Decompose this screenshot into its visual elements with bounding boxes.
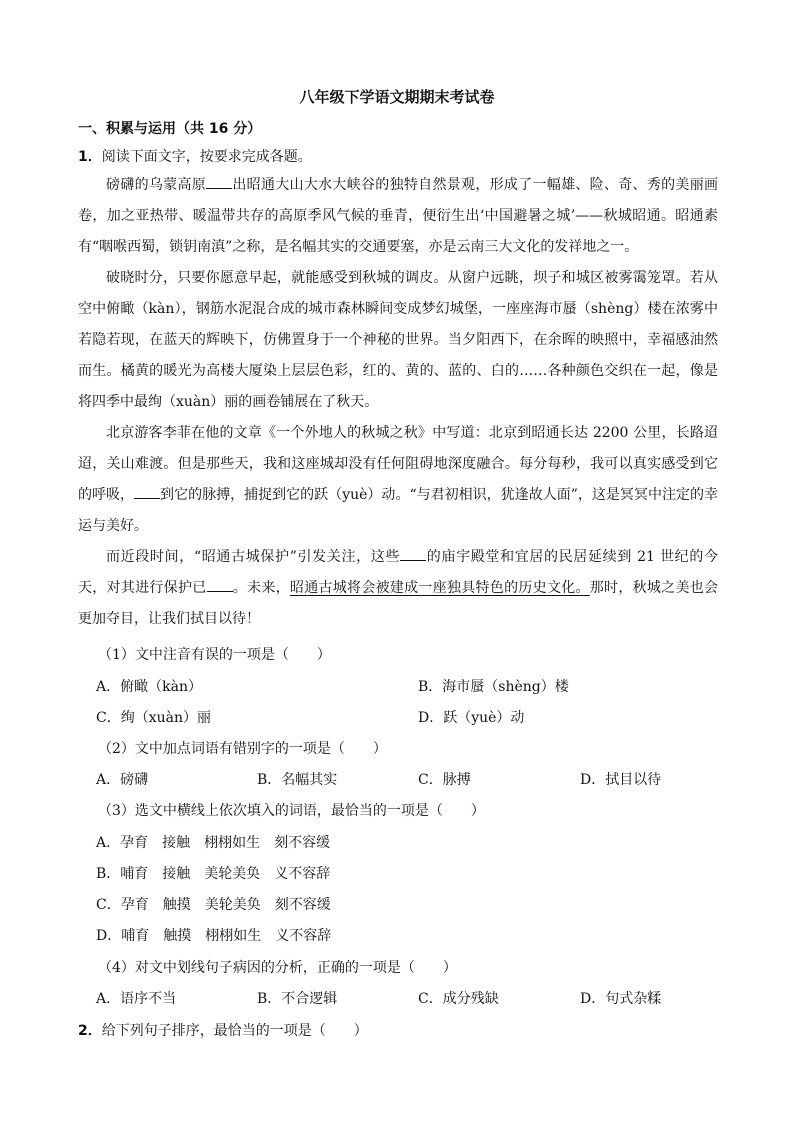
question-number: 1． xyxy=(78,149,102,165)
question-1 xyxy=(78,146,312,166)
option-c: C．绚（xuàn）丽 xyxy=(96,710,211,726)
option-d: D．哺育 触摸 栩栩如生 义不容辞 xyxy=(96,928,332,944)
passage-paragraph-3 xyxy=(78,418,718,542)
option-c: C．脉搏 xyxy=(418,772,471,788)
passage-text: 那时，秋城之美也会更加夺目，让我们拭目以待！ xyxy=(78,580,719,627)
passage-text: 。未来， xyxy=(232,580,290,596)
option-d: D．拭目以待 xyxy=(580,772,662,788)
question-number: 2． xyxy=(78,1023,102,1039)
option-b: B．海市蜃（shèng）楼 xyxy=(418,679,569,695)
question-text: 给下列句子排序，最恰当的一项是（ ） xyxy=(101,1023,368,1039)
option-a: A．俯瞰（kàn） xyxy=(96,679,202,695)
option-a: A．磅礴 xyxy=(96,772,149,788)
question-2 xyxy=(78,1020,368,1040)
fill-blank xyxy=(206,174,232,189)
option-c: C．孕育 触摸 美轮美奂 刻不容缓 xyxy=(96,897,331,913)
option-c: C．成分残缺 xyxy=(418,991,499,1007)
passage-paragraph-2: 破晓时分，只要你愿意早起，就能感受到秋城的调皮。从窗户远眺，坝子和城区被雾霭笼罩。若从空中俯瞰（kàn），钢筋水泥混合成的城市森林瞬间变成梦幻城堡，一座座海市蜃（shèng）楼在浓雾中若隐若现，在蓝天的辉映下，仿佛置身于一个神秘的世界。当夕阳西下，在余晖的映照中，幸福感油然而生。橘黄的暖光为高楼大厦染上层层色彩，红的、黄的、蓝的、白的……各种颜色交织在一起，像是将四季中最绚（xuàn）丽的画卷铺展在了秋天。 xyxy=(78,270,718,410)
passage-text: 磅礴的乌蒙高原 xyxy=(106,177,207,193)
subquestion-2-stem: （2）文中加点词语有错别字的一项是（ ） xyxy=(98,741,387,757)
passage-text: 出昭通大山大水大峡谷的独特自然景观，形成了一幅雄、险、奇、秀的美丽画卷，加之亚热带、暖温带共存的高原季风气候的垂青，便衍生出‘中国避暑之城’——秋城昭通。昭通素有“咽喉西蜀，锁钥南滇”之称，是名幅其实的交通要塞，亦是云南三大文化的发祥地之一。 xyxy=(78,177,719,255)
passage-text: 北京游客李菲在他的文章《一个外地人的秋城之秋》中写道：北京到昭通长达 2200 公里，长路迢迢，关山难渡。但是那些天，我和这座城却没有任何阻碍地深度融合。每分每秒，我可以真实感受到它的呼吸， xyxy=(78,425,718,503)
section-heading: 一、积累与运用（共 16 分） xyxy=(78,121,262,137)
option-d: D．跃（yuè）动 xyxy=(418,710,525,726)
option-a: A．语序不当 xyxy=(96,991,177,1007)
option-a: A．孕育 接触 栩栩如生 刻不容缓 xyxy=(96,835,331,851)
passage-paragraph-1 xyxy=(78,170,718,263)
subquestion-4-stem: （4）对文中划线句子病因的分析，正确的一项是（ ） xyxy=(98,960,457,976)
option-d: D．句式杂糅 xyxy=(580,991,662,1007)
subquestion-1-stem: （1）文中注音有误的一项是（ ） xyxy=(98,647,331,663)
subquestion-3-stem: （3）选文中横线上依次填入的词语，最恰当的一项是（ ） xyxy=(98,803,485,819)
question-text: 阅读下面文字，按要求完成各题。 xyxy=(101,149,312,165)
passage-paragraph-4 xyxy=(78,542,718,635)
option-b: B．名幅其实 xyxy=(257,772,338,788)
option-b: B．不合逻辑 xyxy=(257,991,338,1007)
fill-blank xyxy=(134,484,160,499)
underlined-sentence: 昭通古城将会被建成一座独具特色的历史文化。 xyxy=(289,580,590,596)
fill-blank xyxy=(400,546,426,561)
fill-blank xyxy=(207,577,233,592)
passage-text: 而近段时间，“昭通古城保护”引发关注，这些 xyxy=(106,549,401,565)
passage-text: 到它的脉搏，捕捉到它的跃（yuè）动。“与君初相识，犹逢故人面”，这是冥冥中注定的幸运与美好。 xyxy=(78,487,718,534)
exam-title: 八年级下学语文期期末考试卷 xyxy=(299,88,495,106)
option-b: B．哺育 接触 美轮美奂 义不容辞 xyxy=(96,866,331,882)
passage-text: 的庙宇殿堂和宜居的民居延续到 21 世纪的今天，对其进行保护已 xyxy=(78,549,718,596)
